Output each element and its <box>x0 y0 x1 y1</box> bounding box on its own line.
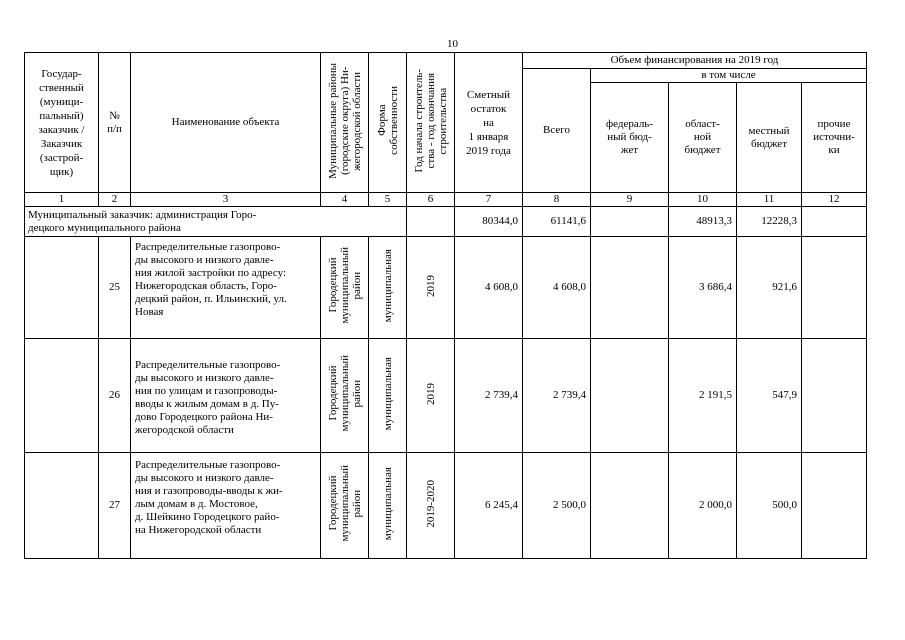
row-num: 27 <box>99 453 131 559</box>
table-row <box>25 339 867 453</box>
col-num: 11 <box>737 193 802 207</box>
col-num: 5 <box>369 193 407 207</box>
col-num: 12 <box>802 193 867 207</box>
row-other <box>802 339 867 453</box>
row-district: Городецкий муниципальный район <box>321 237 369 339</box>
col-num: 7 <box>455 193 523 207</box>
row-local: 921,6 <box>737 237 802 339</box>
empty-cell <box>407 207 455 237</box>
header-regional: област- ной бюджет <box>669 83 737 193</box>
empty-cell <box>802 207 867 237</box>
header-districts: Муниципальные районы (городские округа) Ни- жегородской области <box>321 53 369 193</box>
header-estimate: Сметный остаток на 1 января 2019 года <box>455 53 523 193</box>
col-num: 6 <box>407 193 455 207</box>
row-years: 2019-2020 <box>407 453 455 559</box>
row-district: Городецкий муниципальный район <box>321 453 369 559</box>
row-total: 4 608,0 <box>523 237 591 339</box>
col-num: 2 <box>99 193 131 207</box>
row-federal <box>591 339 669 453</box>
row-years: 2019 <box>407 237 455 339</box>
header-local: местный бюджет <box>737 83 802 193</box>
row-other <box>802 237 867 339</box>
summary-label: Муниципальный заказчик: администрация Горо- децкого муниципального района <box>25 207 369 237</box>
col-num: 10 <box>669 193 737 207</box>
header-including: в том числе <box>591 69 867 83</box>
row-total: 2 739,4 <box>523 339 591 453</box>
empty-cell <box>369 207 407 237</box>
table-row <box>25 453 867 559</box>
header-total: Всего <box>523 69 591 193</box>
row-estimate: 2 739,4 <box>455 339 523 453</box>
row-other <box>802 453 867 559</box>
header-years: Год начала строитель- ства - год окончания строительства <box>407 53 455 193</box>
header-object-name: Наименование объекта <box>131 53 321 193</box>
row-num: 25 <box>99 237 131 339</box>
summary-row <box>25 207 867 237</box>
header-num: № п/п <box>99 53 131 193</box>
row-regional: 3 686,4 <box>669 237 737 339</box>
col-num: 4 <box>321 193 369 207</box>
empty-cell <box>25 339 99 453</box>
row-local: 500,0 <box>737 453 802 559</box>
financing-table <box>24 52 867 559</box>
row-ownership: муниципальная <box>369 339 407 453</box>
column-numbers-row <box>25 193 867 207</box>
col-num: 1 <box>25 193 99 207</box>
empty-cell <box>591 207 669 237</box>
row-years: 2019 <box>407 339 455 453</box>
row-object-name: Распределительные газопрово- ды высокого и низкого давле- ния жилой застройки по адресу: Нижегородская область, Горо- децкий район, п. Ильинский, ул. Новая <box>131 237 321 339</box>
header-ownership: Форма собственности <box>369 53 407 193</box>
row-regional: 2 191,5 <box>669 339 737 453</box>
col-num: 9 <box>591 193 669 207</box>
row-object-name: Распределительные газопрово- ды высокого и низкого давле- ния и газопроводы-вводы к жи- лым домам в д. Мостовое, д. Шейкино Городецкого райо- на Нижегородской области <box>131 453 321 559</box>
row-federal <box>591 453 669 559</box>
row-ownership: муниципальная <box>369 453 407 559</box>
row-federal <box>591 237 669 339</box>
row-local: 547,9 <box>737 339 802 453</box>
empty-cell <box>25 237 99 339</box>
header-other: прочие источни- ки <box>802 83 867 193</box>
row-total: 2 500,0 <box>523 453 591 559</box>
page-number: 10 <box>447 38 458 50</box>
header-customer: Государ- ственный (муници- пальный) заказчик / Заказчик (застрой- щик) <box>25 53 99 193</box>
summary-regional: 48913,3 <box>669 207 737 237</box>
empty-cell <box>25 453 99 559</box>
col-num: 8 <box>523 193 591 207</box>
row-num: 26 <box>99 339 131 453</box>
row-estimate: 6 245,4 <box>455 453 523 559</box>
header-funding: Объем финансирования на 2019 год <box>523 53 867 69</box>
row-estimate: 4 608,0 <box>455 237 523 339</box>
summary-total: 61141,6 <box>523 207 591 237</box>
row-ownership: муниципальная <box>369 237 407 339</box>
summary-estimate: 80344,0 <box>455 207 523 237</box>
table-row <box>25 237 867 339</box>
row-regional: 2 000,0 <box>669 453 737 559</box>
summary-local: 12228,3 <box>737 207 802 237</box>
col-num: 3 <box>131 193 321 207</box>
row-district: Городецкий муниципальный район <box>321 339 369 453</box>
row-object-name: Распределительные газопрово- ды высокого и низкого давле- ния по улицам и газопроводы- вводы к жилым домам в д. Пу- дово Городецкого района Ни- жегородской области <box>131 339 321 453</box>
header-federal: федераль- ный бюд- жет <box>591 83 669 193</box>
